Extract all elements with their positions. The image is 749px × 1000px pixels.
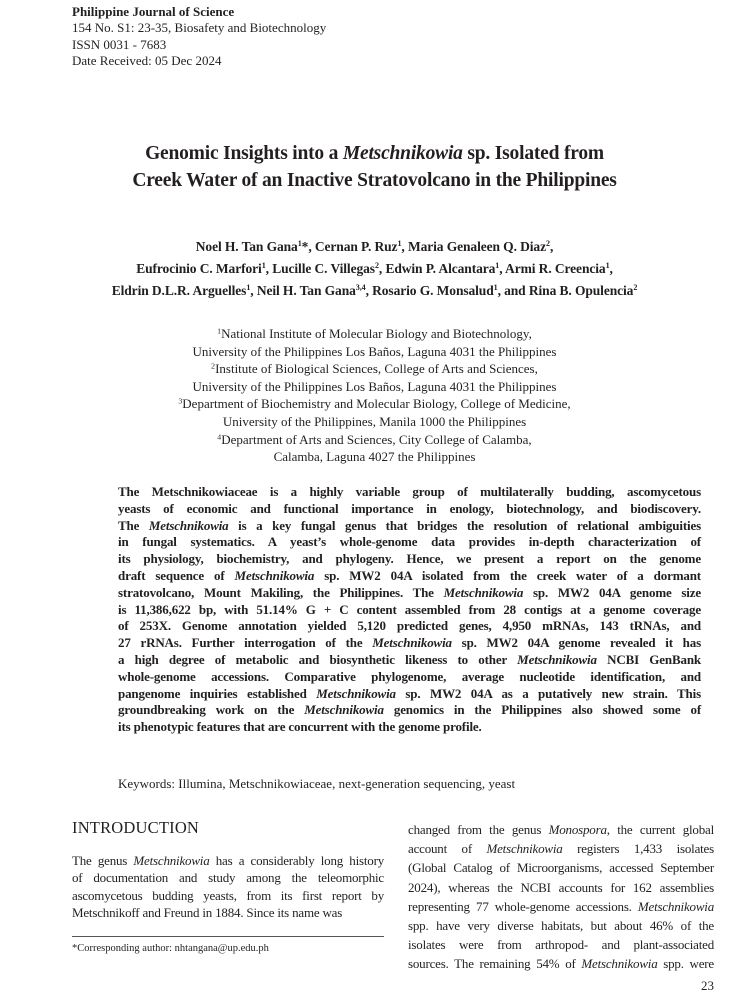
text-segment: University of the Philippines Los Baños, Laguna 4031 the Philippines [192,378,557,394]
text-segment: , and Rina B. Opulencia [497,283,634,298]
text-line [118,635,701,652]
text-segment: is a key fungal genus that bridges the resolution of relational ambiguities [228,517,701,533]
journal-name: Philippine Journal of Science [72,4,235,19]
text-segment: a high degree of metabolic and biosynthetic likeness to other [118,651,518,667]
text-segment: sp. MW2 04A isolated from the creek water of a dormant [314,567,701,583]
text-segment: National Institute of Molecular Biology and Biotechnology, [221,326,532,341]
text-line [0,395,749,413]
text-segment: sp. MW2 04A genome revealed it has [451,635,701,651]
section-heading-introduction: INTRODUCTION [72,818,200,837]
text-segment: The [118,517,149,533]
text-line [0,413,749,431]
italic-text: Monospora [548,822,607,837]
text-line [0,431,749,449]
introduction-left-column [72,852,384,921]
text-segment: , Rosario G. Monsalud [365,283,494,298]
italic-text: Metschnikowia [342,143,463,164]
abstract [118,484,701,736]
text-line [118,551,701,568]
text-segment: spp. were [657,956,714,972]
keywords [118,776,515,792]
text-line [408,897,714,916]
italic-text: Metschnikowia [316,685,396,701]
text-segment: 2024), whereas the NCBI accounts for 162 assemblies [408,879,714,895]
text-line [118,518,701,535]
text-line [0,325,749,343]
text-segment: The Metschnikowiaceae is a highly variable group of multilaterally budding, ascomycetous [118,484,701,499]
text-line [408,954,714,973]
text-segment: ascomycetous budding yeasts, from its first report by [72,887,384,903]
text-segment: whole-genome accessions. Comparative phylogenome, average nucleotide identification, and [118,668,701,684]
text-segment: spp. have very diverse habitats, but about 46% of the [408,918,714,934]
text-segment: , Lucille C. Villegas [265,261,375,276]
superscript: 1 [605,261,610,271]
text-segment: University of the Philippines, Manila 1000 the Philippines [222,413,527,429]
text-segment: , [609,261,613,276]
text-segment: sp. MW2 04A as a putatively new strain. This [395,685,701,701]
italic-text: Metschnikowia [372,635,452,651]
text-line [408,820,714,839]
journal-issue: 154 No. S1: 23-35, Biosafety and Biotechnology [72,20,327,36]
text-line [408,858,714,877]
text-line [118,652,701,669]
italic-text: Metschnikowia [443,584,524,600]
text-segment: , Edwin P. Alcantara [378,261,496,276]
text-segment: The genus [72,853,134,868]
text-segment: , [549,239,554,254]
italic-text: Metschnikowia [148,517,229,533]
footnote-divider [72,936,384,937]
text-segment: of 253X. Genome annotation yielded 5,120 predicted genes, 4,950 mRNAs, 143 tRNAs, and [118,618,701,634]
text-segment: draft sequence of [118,567,235,583]
text-segment: Department of Arts and Sciences, City College of Calamba, [221,431,532,447]
superscript: 2 [211,361,216,371]
text-line [118,602,701,619]
italic-text: Metschnikowia [234,567,315,583]
text-segment: sources. The remaining 54% of [408,956,582,972]
text-segment: (Global Catalog of Microorganisms, accessed September [408,860,714,876]
text-line [118,534,701,551]
superscript: 4 [217,431,222,441]
italic-text: Metschnikowia [486,841,563,857]
text-line [72,852,384,869]
text-segment: NCBI GenBank [596,651,701,667]
journal-issn: ISSN 0031 - 7683 [72,36,167,52]
text-segment: 27 rRNAs. Further interrogation of the [118,635,373,651]
text-segment: , Neil H. Tan Gana [250,283,356,298]
text-line [118,776,515,792]
paper-title [0,140,749,194]
text-segment: Institute of Biological Sciences, College of Arts and Sciences, [215,361,538,377]
superscript: 1 [261,261,266,271]
text-segment: genomics in the Philippines also showed some of [383,702,701,718]
text-line [408,839,714,858]
text-line [118,669,701,686]
text-segment: Eufrocinio C. Marfori [136,261,262,276]
text-line [408,916,714,935]
text-segment: Noel H. Tan Gana [195,239,298,254]
text-line [118,686,701,703]
affiliations [0,325,749,466]
text-line [0,140,749,167]
text-segment: Creek Water of an Inactive Stratovolcano in the Philippines [132,170,617,191]
text-line [118,568,701,585]
text-segment: Eldrin D.L.R. Arguelles [111,283,247,298]
text-segment: its phenotypic features that are concurrent with the genome profile. [118,719,482,735]
text-segment: Department of Biochemistry and Molecular Biology, College of Medicine, [182,396,571,412]
text-segment: yeasts of economic and functional importance in enology, biotechnology, and biodiscovery. [118,500,701,516]
text-segment: registers 1,433 isolates [562,841,714,857]
superscript: 1 [397,239,402,249]
text-line [118,501,701,518]
text-line [118,585,701,602]
text-segment: pangenome inquiries established [118,685,317,701]
text-segment: account of [408,841,487,857]
text-line [0,258,749,280]
introduction-right-column [408,820,714,974]
text-segment: University of the Philippines Los Baños, Laguna 4031 the Philippines [192,343,557,359]
text-line [0,378,749,396]
text-line [118,484,701,501]
superscript: 1 [246,283,251,293]
corresponding-author-footnote: *Corresponding author: nhtangana@up.edu.ph [72,943,269,954]
text-segment: of documentation and study among the teleomorphic [72,870,384,886]
text-segment: is 11,386,622 bp, with 51.14% G + C content assembled from 28 contigs at a genome coverage [118,601,701,617]
text-segment: in fungal systematics. A yeast’s whole-genome data provides in-depth characterization of [118,534,701,550]
text-segment: groundbreaking work on the [118,702,305,718]
text-segment: *, Cernan P. Ruz [301,239,398,254]
text-segment: , Armi R. Creencia [499,261,606,276]
page-number: 23 [701,978,714,993]
text-line [72,869,384,886]
text-line [72,887,384,904]
superscript: 3 [178,396,183,406]
author-list [0,236,749,302]
italic-text: Metschnikowia [581,956,658,972]
text-segment: sp. Isolated from [462,143,604,164]
superscript: 1 [495,261,500,271]
text-line [0,236,749,258]
text-line [0,280,749,302]
text-line [118,618,701,635]
text-line [0,448,749,466]
text-line [408,878,714,897]
text-segment: representing 77 whole-genome accessions. [408,898,638,914]
text-line [118,702,701,719]
superscript: 2 [374,261,379,271]
text-segment: Keywords: Illumina, Metschnikowiaceae, next-generation sequencing, yeast [118,776,516,791]
text-line [0,343,749,361]
text-segment: , Maria Genaleen Q. Diaz [401,239,546,254]
text-segment: has a considerably long history [209,853,384,868]
italic-text: Metschnikowia [133,853,210,868]
text-segment: Metschnikoff and Freund in 1884. Since its name was [72,904,343,920]
italic-text: Metschnikowia [637,898,714,914]
superscript: 1 [297,239,302,249]
date-received: Date Received: 05 Dec 2024 [72,52,222,68]
superscript: 2 [633,283,638,293]
italic-text: Metschnikowia [517,651,597,667]
text-segment: stratovolcano, Mount Makiling, the Philippines. The [118,584,444,600]
text-line [118,719,701,736]
text-segment: Genomic Insights into a [145,143,343,164]
superscript: 2 [545,239,550,249]
italic-text: Metschnikowia [304,702,384,718]
journal-header [72,4,326,69]
superscript: 1 [493,283,498,293]
text-segment: sp. MW2 04A genome size [523,584,701,600]
superscript: 1 [217,326,222,336]
text-segment: , the current global [606,822,714,837]
text-line [0,167,749,194]
text-line [0,360,749,378]
text-line [72,904,384,921]
text-segment: its physiology, biochemistry, and phylogeny. Hence, we present a report on the genome [118,551,701,567]
superscript: 3,4 [355,283,366,293]
text-segment: Calamba, Laguna 4027 the Philippines [273,449,476,465]
text-line [408,935,714,954]
text-segment: isolates were from arthropod- and plant-associated [408,937,714,953]
text-segment: changed from the genus [408,822,549,837]
